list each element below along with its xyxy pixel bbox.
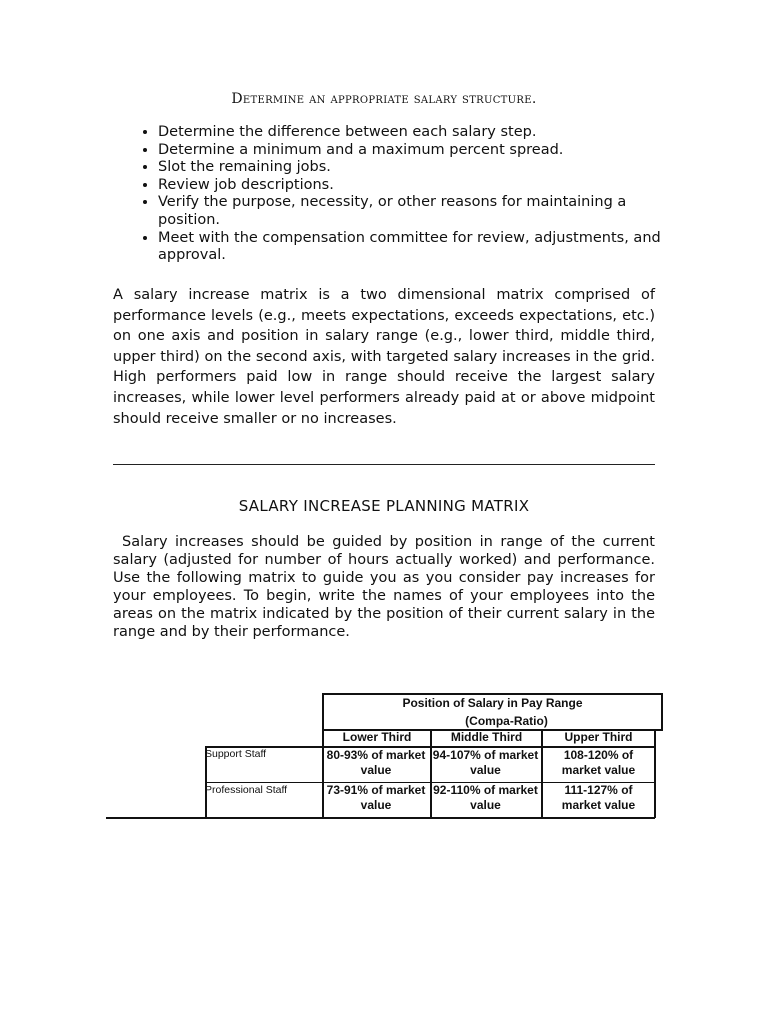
table-cell [543,748,654,777]
instructions-paragraph: Salary increases should be guided by position in range of the current salary (adjusted for number of hours actually worked) and performance. Use the following matrix to guide you as you consider pay increases for your employees. To begin, write the names of your employees into the areas on the matrix indicated by the position of their current salary in the range and by their performance. [113,534,655,640]
list-item: • Meet with the compensation committee for review, adjustments, and approval. [158,230,678,265]
table-border [654,731,656,818]
list-item: • Determine the difference between each salary step. [158,124,678,142]
column-header-upper-third: Upper Third [564,730,633,744]
table-border [322,693,663,695]
table-cell [543,783,654,812]
matrix-description-paragraph: A salary increase matrix is a two dimensional matrix comprised of performance levels (e.g., meets expectations, exceeds expectations, etc.) on one axis and position in salary range (e.g., lower third, middle third, upper third) on the second axis, with targeted salary increases in the grid. High performers paid low in range should receive the largest salary increases, while lower level performers already paid at or above midpoint should receive smaller or no increases. [113,287,655,427]
list-item: • Determine a minimum and a maximum percent spread. [158,142,678,160]
cell-line: market value [561,797,636,812]
list-item: • Review job descriptions. [158,177,678,195]
table-cell [322,783,430,812]
row-label-professional-staff: Professional Staff [205,784,288,796]
cell-line: value [360,762,392,777]
cell-line: 94-107% of market [432,748,539,762]
column-header-lower-third: Lower Third [342,730,412,744]
table-cell [430,748,541,777]
row-label-support-staff: Support Staff [205,748,267,760]
table-title: Position of Salary in Pay Range [402,696,583,710]
list-item: • Verify the purpose, necessity, or other reasons for maintaining a position. [158,194,678,229]
cell-line: 108-120% of [563,748,634,762]
section-heading: Determine an appropriate salary structure. [231,91,537,107]
matrix-heading: SALARY INCREASE PLANNING MATRIX [238,497,530,515]
cell-line: market value [561,762,636,777]
column-header-middle-third: Middle Third [450,730,523,744]
table-cell [430,783,541,812]
table-border [106,817,655,819]
table-subtitle: (Compa-Ratio) [465,714,548,728]
cell-line: value [470,762,501,777]
cell-line: 80-93% of market [326,748,426,762]
cell-line: 73-91% of market [326,783,426,797]
table-cell [322,748,430,777]
cell-line: value [360,797,392,812]
list-item: • Slot the remaining jobs. [158,159,678,177]
cell-line: 111-127% of [564,783,633,797]
cell-line: 92-110% of market [433,783,538,797]
cell-line: value [470,797,501,812]
